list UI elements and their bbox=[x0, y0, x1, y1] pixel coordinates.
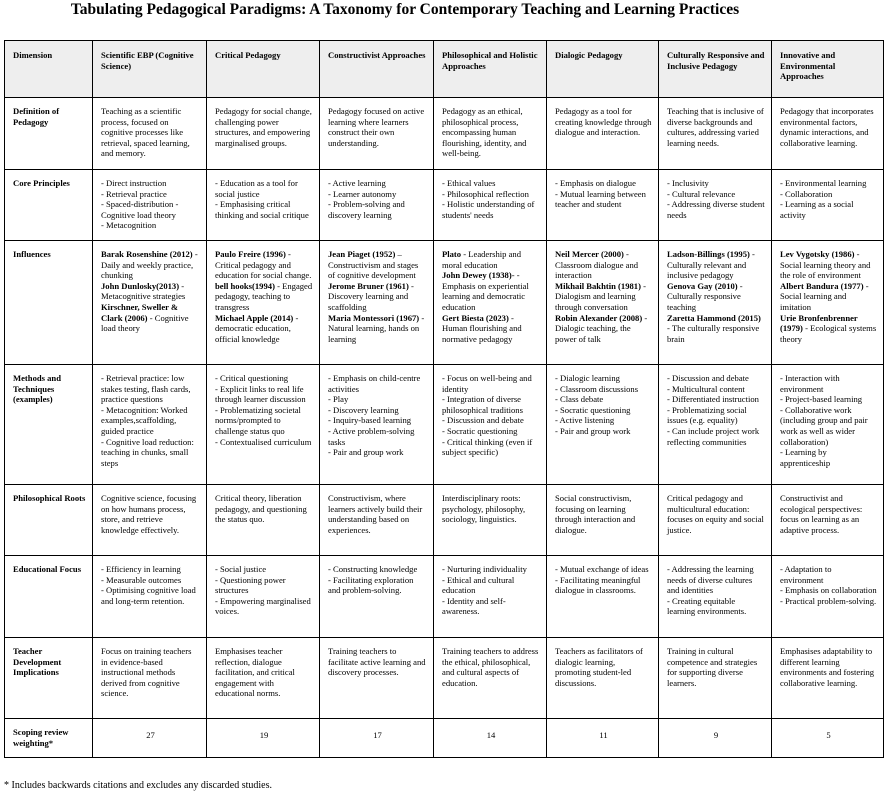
table-row bbox=[5, 638, 884, 719]
influence-entry bbox=[442, 270, 540, 312]
table-cell bbox=[772, 241, 884, 365]
cell-line: - Emphasis on child-centre activities bbox=[328, 373, 421, 394]
influence-description: - Culturally relevant and inclusive pedagogy bbox=[667, 249, 755, 281]
cell-line: - Addressing diverse student needs bbox=[667, 199, 765, 220]
influence-entry bbox=[780, 249, 877, 281]
cell-line: - Pair and group work bbox=[555, 425, 631, 436]
cell-line: - Creating equitable learning environments. bbox=[667, 595, 747, 617]
influence-description: - Metacognitive strategies bbox=[101, 280, 186, 302]
influence-description: - Leadership and moral education bbox=[442, 249, 521, 270]
influence-description: - democratic education, official knowledge bbox=[215, 312, 299, 344]
table-cell bbox=[434, 241, 547, 365]
influence-entry bbox=[442, 313, 540, 345]
influence-description: - Cognitive load theory bbox=[101, 312, 189, 334]
cell-line: - Questioning power structures bbox=[215, 574, 286, 596]
influence-author: Barak Rosenshine (2012) bbox=[101, 249, 193, 259]
table-cell bbox=[772, 556, 884, 638]
table-row bbox=[5, 241, 884, 365]
cell-line: - Socratic questioning bbox=[555, 404, 631, 415]
column-header: Scientific EBP (Cognitive Science) bbox=[93, 41, 207, 98]
influence-entry bbox=[328, 313, 427, 345]
row-header: Philosophical Roots bbox=[5, 485, 93, 556]
table-cell bbox=[772, 170, 884, 241]
cell-line: - Philosophical reflection bbox=[442, 188, 529, 199]
cell-line: - Differentiated instruction bbox=[667, 394, 759, 405]
influence-author: Ladson-Billings (1995) bbox=[667, 249, 750, 259]
table-cell bbox=[547, 241, 659, 365]
table-cell: Critical theory, liberation pedagogy, and questioning the status quo. bbox=[207, 485, 320, 556]
cell-line: - Pair and group work bbox=[328, 447, 404, 458]
table-cell bbox=[93, 365, 207, 485]
column-header: Critical Pedagogy bbox=[207, 41, 320, 98]
document-title: Tabulating Pedagogical Paradigms: A Taxonomy for Contemporary Teaching and Learning Practices bbox=[70, 1, 740, 18]
footnote: * Includes backwards citations and excludes any discarded studies. bbox=[4, 780, 272, 791]
table-cell: Focus on training teachers in evidence-based instructional methods derived from cognitive science. bbox=[93, 638, 207, 719]
influence-author: John Dunlosky(2013) bbox=[101, 280, 180, 291]
table-cell bbox=[659, 241, 772, 365]
influence-author: Jean Piaget (1952) bbox=[328, 249, 396, 259]
table-cell bbox=[659, 556, 772, 638]
column-header: Dimension bbox=[5, 41, 93, 98]
table-cell: 14 bbox=[434, 719, 547, 758]
table-cell: Training teachers to address the ethical, philosophical, and cultural aspects of education. bbox=[434, 638, 547, 719]
influence-description: - Dialogism and learning through conversation bbox=[555, 280, 646, 312]
table-cell bbox=[772, 365, 884, 485]
cell-line: - Metacognition: Worked examples,scaffolding, guided practice bbox=[101, 404, 188, 436]
influence-author: John Dewey (1938) bbox=[442, 270, 512, 281]
cell-line: - Critical thinking (even if subject specific) bbox=[442, 436, 533, 458]
cell-line: - Active problem-solving tasks bbox=[328, 425, 415, 447]
table-cell: Constructivism, where learners actively build their understanding based on experiences. bbox=[320, 485, 434, 556]
influence-author: Zaretta Hammond (2015) bbox=[667, 312, 761, 323]
cell-line: - Direct instruction bbox=[101, 178, 167, 188]
table-row bbox=[5, 719, 884, 758]
cell-line: - Efficiency in learning bbox=[101, 564, 181, 574]
influence-author: Jerome Bruner (1961) bbox=[328, 280, 409, 291]
cell-line: - Discussion and debate bbox=[667, 373, 749, 383]
table-cell bbox=[434, 556, 547, 638]
influence-description: - Dialogic teaching, the power of talk bbox=[555, 312, 648, 344]
cell-line: - Discovery learning bbox=[328, 404, 399, 415]
influence-author: Genova Gay (2010) bbox=[667, 280, 738, 291]
influence-entry bbox=[215, 249, 313, 281]
influence-entry bbox=[101, 302, 200, 334]
influence-description: - Social learning and imitation bbox=[780, 280, 869, 312]
table-cell bbox=[93, 241, 207, 365]
table-cell: 5 bbox=[772, 719, 884, 758]
column-header: Constructivist Approaches bbox=[320, 41, 434, 98]
cell-line: - Project-based learning bbox=[780, 394, 863, 405]
influence-description: - Social learning theory and the role of environment bbox=[780, 249, 871, 281]
table-cell bbox=[207, 170, 320, 241]
cell-line: - Optimising cognitive load and long-term retention. bbox=[101, 585, 196, 606]
table-cell bbox=[659, 170, 772, 241]
influence-entry bbox=[328, 249, 427, 281]
cell-line: - Learning by apprenticeship bbox=[780, 447, 831, 468]
influence-author: Mikhail Bakhtin (1981) bbox=[555, 280, 641, 291]
table-cell: Interdisciplinary roots: psychology, philosophy, sociology, linguistics. bbox=[434, 485, 547, 556]
table-cell bbox=[547, 365, 659, 485]
influence-entry bbox=[555, 281, 652, 313]
influence-entry bbox=[667, 281, 765, 313]
cell-line: - Interaction with environment bbox=[780, 373, 840, 394]
table-cell bbox=[547, 170, 659, 241]
table-cell bbox=[320, 170, 434, 241]
cell-line: - Metacognition bbox=[101, 220, 157, 231]
cell-line: - Identity and self-awareness. bbox=[442, 595, 506, 617]
influence-description: – Constructivism and stages of cognitive development bbox=[328, 249, 419, 281]
cell-line: - Active learning bbox=[328, 178, 386, 188]
table-row bbox=[5, 556, 884, 638]
table-cell bbox=[207, 241, 320, 365]
table-cell bbox=[434, 170, 547, 241]
table-row bbox=[5, 170, 884, 241]
influence-entry bbox=[215, 281, 313, 313]
cell-line: - Collaboration bbox=[780, 188, 833, 199]
table-cell: Pedagogy focused on active learning where learners construct their own understanding. bbox=[320, 98, 434, 170]
cell-line: - Holistic understanding of students' needs bbox=[442, 199, 535, 220]
influence-description: - - Emphasis on experiential learning and democratic education bbox=[442, 270, 529, 312]
influence-author: Paulo Freire (1996) bbox=[215, 249, 286, 259]
table-cell: Pedagogy as an ethical, philosophical process, encompassing human flourishing, identity, and well-being. bbox=[434, 98, 547, 170]
cell-line: - Emphasis on dialogue bbox=[555, 178, 636, 188]
row-header: Definition of Pedagogy bbox=[5, 98, 93, 170]
cell-line: - Spaced-distribution - Cognitive load theory bbox=[101, 199, 179, 220]
header-row bbox=[5, 41, 884, 98]
table-cell: Pedagogy for social change, challenging power structures, and empowering marginalised groups. bbox=[207, 98, 320, 170]
table-cell: Emphasises adaptability to different learning environments and fostering collaborative learning. bbox=[772, 638, 884, 719]
cell-line: - Mutual learning between teacher and student bbox=[555, 188, 646, 210]
cell-line: - Classroom discussions bbox=[555, 383, 639, 394]
influence-description: - Culturally responsive teaching bbox=[667, 280, 743, 312]
influence-entry bbox=[780, 313, 877, 345]
influence-entry bbox=[667, 249, 765, 281]
table-cell bbox=[320, 556, 434, 638]
table-cell: 19 bbox=[207, 719, 320, 758]
cell-line: - Cultural relevance bbox=[667, 188, 736, 199]
table-cell bbox=[207, 556, 320, 638]
table-cell: 17 bbox=[320, 719, 434, 758]
table-cell bbox=[320, 241, 434, 365]
influence-entry bbox=[555, 249, 652, 281]
cell-line: - Facilitating meaningful dialogue in classrooms. bbox=[555, 574, 641, 596]
cell-line: - Integration of diverse philosophical traditions bbox=[442, 394, 523, 415]
cell-line: - Critical questioning bbox=[215, 373, 289, 383]
row-header: Methods and Techniques (examples) bbox=[5, 365, 93, 485]
influence-description: - Daily and weekly practice, chunking bbox=[101, 249, 198, 281]
influence-entry bbox=[328, 281, 427, 313]
column-header: Culturally Responsive and Inclusive Pedagogy bbox=[659, 41, 772, 98]
cell-line: - Discussion and debate bbox=[442, 415, 524, 426]
influence-author: Robin Alexander (2008) bbox=[555, 312, 643, 323]
cell-line: - Active listening bbox=[555, 415, 615, 426]
influence-author: Gert Biesta (2023) bbox=[442, 312, 509, 323]
table-cell: Teachers as facilitators of dialogic learning, promoting student-led discussions. bbox=[547, 638, 659, 719]
influence-entry bbox=[101, 249, 200, 281]
cell-line: - Education as a tool for social justice bbox=[215, 178, 298, 199]
cell-line: - Problematizing social issues (e.g. equality) bbox=[667, 404, 747, 426]
table-cell: Training in cultural competence and strategies for supporting diverse learners. bbox=[659, 638, 772, 719]
row-header: Core Principles bbox=[5, 170, 93, 241]
influence-entry bbox=[101, 281, 200, 302]
table-cell: Pedagogy that incorporates environmental factors, dynamic interactions, and collaborative learning. bbox=[772, 98, 884, 170]
cell-line: - Mutual exchange of ideas bbox=[555, 564, 649, 574]
table-cell bbox=[93, 556, 207, 638]
cell-line: - Explicit links to real life through learner discussion bbox=[215, 383, 306, 405]
cell-line: - Addressing the learning needs of diverse cultures and identities bbox=[667, 564, 754, 596]
influence-entry bbox=[780, 281, 877, 313]
influence-author: Kirschner, Sweller & Clark (2006) bbox=[101, 301, 179, 323]
cell-line: - Practical problem-solving. bbox=[780, 595, 877, 606]
cell-line: - Problem-solving and discovery learning bbox=[328, 199, 405, 220]
cell-line: - Socratic questioning bbox=[442, 425, 518, 436]
taxonomy-table bbox=[4, 40, 884, 758]
cell-line: - Learner autonomy bbox=[328, 188, 397, 199]
table-row bbox=[5, 98, 884, 170]
row-header: Influences bbox=[5, 241, 93, 365]
influence-author: Maria Montessori (1967) bbox=[328, 312, 420, 323]
row-header: Scoping review weighting* bbox=[5, 719, 93, 758]
cell-line: - Dialogic learning bbox=[555, 373, 620, 383]
influence-description: - Natural learning, hands on learning bbox=[328, 312, 425, 344]
table-cell: Teaching that is inclusive of diverse backgrounds and cultures, addressing varied learning needs. bbox=[659, 98, 772, 170]
table-cell bbox=[659, 365, 772, 485]
cell-line: - Collaborative work (including group and pair work as well as wider collaboration) bbox=[780, 404, 868, 447]
cell-line: - Constructing knowledge bbox=[328, 564, 418, 574]
influence-author: Urie Bronfenbrenner (1979) bbox=[780, 312, 858, 334]
cell-line: - Retrieval practice bbox=[101, 188, 167, 199]
cell-line: - Multicultural content bbox=[667, 383, 745, 394]
influence-description: - Ecological systems theory bbox=[780, 323, 877, 344]
table-cell bbox=[207, 365, 320, 485]
cell-line: - Inclusivity bbox=[667, 178, 709, 188]
table-cell: Constructivist and ecological perspectives: focus on learning as an adaptive process. bbox=[772, 485, 884, 556]
cell-line: - Learning as a social activity bbox=[780, 199, 854, 220]
influence-author: Albert Bandura (1977) bbox=[780, 280, 864, 291]
cell-line: - Empowering marginalised voices. bbox=[215, 595, 311, 617]
table-cell bbox=[434, 365, 547, 485]
cell-line: - Inquiry-based learning bbox=[328, 415, 412, 426]
influence-author: Lev Vygotsky (1986) bbox=[780, 249, 855, 259]
influence-description: - Critical pedagogy and education for social change. bbox=[215, 249, 312, 281]
table-cell: Teaching as a scientific process, focused on cognitive processes like retrieval, spaced learning, and memory. bbox=[93, 98, 207, 170]
cell-line: - Adaptation to environment bbox=[780, 564, 832, 585]
table-cell: Training teachers to facilitate active learning and discovery processes. bbox=[320, 638, 434, 719]
table-cell: 9 bbox=[659, 719, 772, 758]
cell-line: - Contextualised curriculum bbox=[215, 436, 312, 447]
influence-author: Plato bbox=[442, 249, 462, 259]
cell-line: - Cognitive load reduction: teaching in chunks, small steps bbox=[101, 436, 194, 468]
influence-description: - The culturally responsive brain bbox=[667, 323, 760, 344]
table-cell bbox=[547, 556, 659, 638]
table-cell: 27 bbox=[93, 719, 207, 758]
column-header: Dialogic Pedagogy bbox=[547, 41, 659, 98]
cell-line: - Emphasising critical thinking and social critique bbox=[215, 199, 309, 220]
influence-description: - Discovery learning and scaffolding bbox=[328, 280, 414, 312]
cell-line: - Play bbox=[328, 394, 349, 405]
table-cell: Emphasises teacher reflection, dialogue facilitation, and critical engagement with educational norms. bbox=[207, 638, 320, 719]
column-header: Innovative and Environmental Approaches bbox=[772, 41, 884, 98]
cell-line: - Class debate bbox=[555, 394, 604, 405]
influence-author: Neil Mercer (2000) bbox=[555, 249, 624, 259]
influence-entry bbox=[555, 313, 652, 345]
cell-line: - Ethical values bbox=[442, 178, 496, 188]
cell-line: - Environmental learning bbox=[780, 178, 867, 188]
influence-author: Michael Apple (2014) bbox=[215, 312, 294, 323]
influence-entry bbox=[215, 313, 313, 345]
cell-line: - Ethical and cultural education bbox=[442, 574, 515, 596]
influence-author: bell hooks(1994) bbox=[215, 280, 275, 291]
cell-line: - Social justice bbox=[215, 564, 267, 574]
table-cell: 11 bbox=[547, 719, 659, 758]
table-cell: Pedagogy as a tool for creating knowledge through dialogue and interaction. bbox=[547, 98, 659, 170]
influence-entry bbox=[442, 249, 540, 270]
cell-line: - Emphasis on collaboration bbox=[780, 585, 877, 596]
table-cell: Social constructivism, focusing on learning through interaction and dialogue. bbox=[547, 485, 659, 556]
cell-line: - Facilitating exploration and problem-solving. bbox=[328, 574, 414, 596]
table-row bbox=[5, 485, 884, 556]
table-cell bbox=[320, 365, 434, 485]
cell-line: - Measurable outcomes bbox=[101, 574, 182, 585]
cell-line: - Focus on well-being and identity bbox=[442, 373, 532, 394]
row-header: Teacher Development Implications bbox=[5, 638, 93, 719]
influence-description: - Classroom dialogue and interaction bbox=[555, 249, 639, 281]
table-row bbox=[5, 365, 884, 485]
influence-description: - Human flourishing and normative pedagogy bbox=[442, 312, 522, 344]
influence-entry bbox=[667, 313, 765, 345]
table-cell bbox=[93, 170, 207, 241]
column-header: Philosophical and Holistic Approaches bbox=[434, 41, 547, 98]
cell-line: - Problematizing societal norms/prompted to challenge status quo bbox=[215, 404, 301, 436]
table-cell: Critical pedagogy and multicultural education: focuses on equity and social justice. bbox=[659, 485, 772, 556]
row-header: Educational Focus bbox=[5, 556, 93, 638]
influence-description: - Engaged pedagogy, teaching to transgress bbox=[215, 280, 313, 312]
table-cell: Cognitive science, focusing on how humans process, store, and retrieve knowledge effectively. bbox=[93, 485, 207, 556]
cell-line: - Nurturing individuality bbox=[442, 564, 527, 574]
cell-line: - Can include project work reflecting communities bbox=[667, 425, 760, 447]
cell-line: - Retrieval practice: low stakes testing, flash cards, practice questions bbox=[101, 373, 191, 405]
